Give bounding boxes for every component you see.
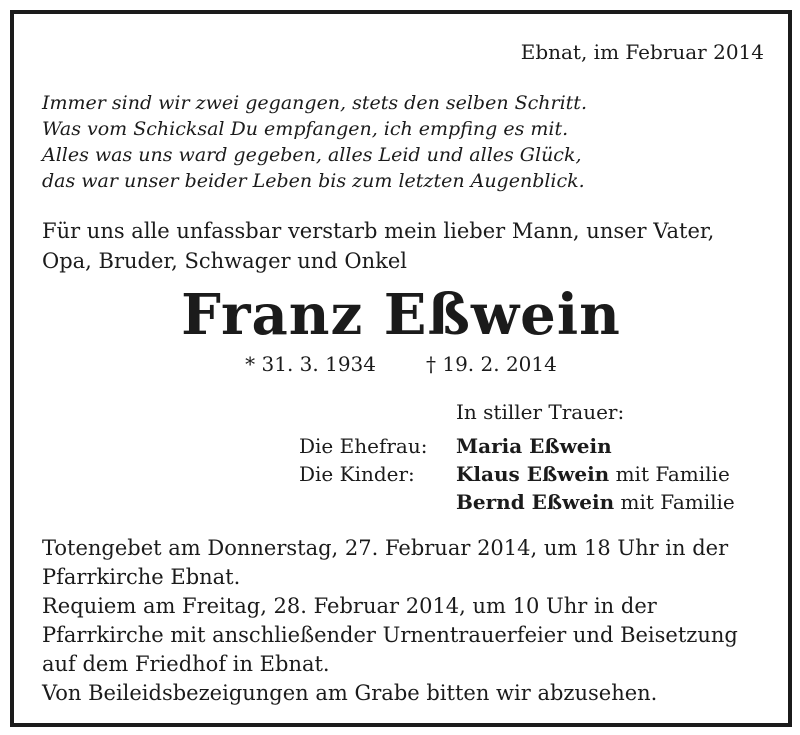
relative-row-wife xyxy=(299,434,427,458)
poem-line: Immer sind wir zwei gegangen, stets den selben Schritt. xyxy=(42,92,587,114)
relative-suffix: mit Familie xyxy=(609,462,730,486)
service-paragraph: Totengebet am Donnerstag, 27. Februar 2014, um 18 Uhr in der Pfarrkirche Ebnat. xyxy=(42,536,729,589)
relative-row-children xyxy=(299,462,415,486)
mourning-title: In stiller Trauer: xyxy=(456,400,625,424)
deceased-name: Franz Eßwein xyxy=(181,282,621,348)
obituary-notice xyxy=(10,10,792,727)
intro-text: Für uns alle unfassbar verstarb mein lieber Mann, unser Vater, Opa, Bruder, Schwager und Onkel xyxy=(42,219,715,273)
relative-label: Die Kinder: xyxy=(299,462,415,486)
death-date: † 19. 2. 2014 xyxy=(426,352,557,376)
relative-names-child1 xyxy=(456,462,730,486)
service-paragraph: Requiem am Freitag, 28. Februar 2014, um 10 Uhr in der Pfarrkirche mit anschließender Urnentrauerfeier und Beisetzung auf dem Friedhof in Ebnat. xyxy=(42,594,738,676)
relative-label: Die Ehefrau: xyxy=(299,434,428,458)
relative-names-wife xyxy=(456,434,612,458)
relative-suffix: mit Familie xyxy=(614,490,735,514)
poem xyxy=(42,90,587,194)
poem-line: Was vom Schicksal Du empfangen, ich empfing es mit. xyxy=(42,118,569,140)
place-date: Ebnat, im Februar 2014 xyxy=(520,40,764,64)
service-paragraph: Von Beileidsbezeigungen am Grabe bitten wir abzusehen. xyxy=(42,681,658,705)
relative-name: Maria Eßwein xyxy=(456,434,612,458)
relative-name: Bernd Eßwein xyxy=(456,490,615,514)
poem-line: das war unser beider Leben bis zum letzten Augenblick. xyxy=(42,170,585,192)
life-dates xyxy=(14,352,788,376)
poem-line: Alles was uns ward gegeben, alles Leid und alles Glück, xyxy=(42,144,582,166)
relative-names-child2 xyxy=(456,490,735,514)
relative-name: Klaus Eßwein xyxy=(456,462,610,486)
birth-date: * 31. 3. 1934 xyxy=(245,352,376,376)
service-info xyxy=(42,534,772,708)
